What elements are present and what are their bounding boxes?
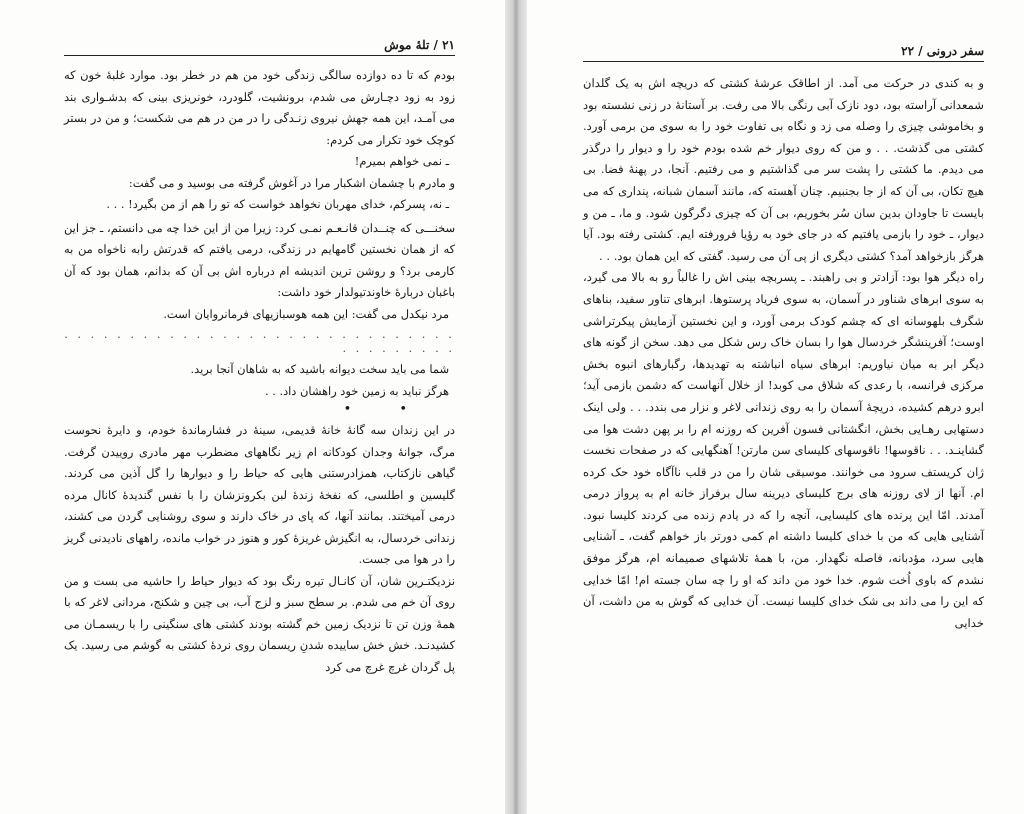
left-quote-line-3: هرگز نباید به زمین خود راهشان داد. . . — [264, 383, 449, 398]
right-paragraph-1: و به کندی در حرکت می آمد. از اطاقک عرشهٔ کشتی که دریچه اش به یک گلدان شمعدانی آراسته بود، دود نازک آبی رنگی بالا می رفت. بر آستانهٔ در زنی نشسته بود و بخاموشی چیزی را وصله می زد و نگاه بی تفاوت خود را به سوی من برمی آورد. کشتی می گذشت. . . و من که روی دیوار خم شده بودم خود را و دیوار را درگذر می دیدم. ما کشتی را پشت سر می گذاشتیم و می رفتیم. آنجا، در پهنهٔ فضا. بی هیچ تکان، بی آن که از جا بجنبیم. چنان آهسته که، مانند آسمان شبانه، پنداری که می بایست تا جاودان بدین سان سُر بخوریم، بی آن که چیزی دگرگون شود. و ما، ـ من و دیوار، ـ خود را بازمی یافتیم که در جای خود به رؤیا فرورفته ایم. کشتی رفته بود. آیا هرگز بازخواهد آمد؟ کشتی دیگری از پی آن می رسید. گفتی که این همان بود. . . — [583, 76, 984, 263]
divider-dot-left: • — [399, 402, 455, 417]
right-page-header: سفر درونی / ۲۲ — [583, 44, 984, 62]
left-paragraph-2: و مادرم با چشمان اشکبار مرا در آغوش گرفته می بوسید و می گفت: — [128, 175, 455, 190]
left-paragraph-5: نزدیکتـرین شان، آن کانـال تیره رنگ بود که دیوار حیاط را حاشیه می بست و من روی آن خم می شدم. بر سطح سبز و لزج آب، بی چین و شکنج، مردانی لاغر که با همهٔ وزن تن تا نزدیک زمین خم گشته بودند کشتی های سنگینی را با ریسمـان می کشیدنـد. خش خش ساییده شدنِ ریسمان روی نردهٔ کشتی به گوشم می رسید. یک پل گردان غرچ غرچ می کرد — [64, 573, 455, 674]
left-paragraph-4: در این زندان سه گانهٔ خانهٔ قدیمی، سینهٔ در فشارماندهٔ خودم، و دایرهٔ نحوست مرگ، جوانهٔ وجدان کودکانه ام زیر نگاههای مضطرب مهر مادری روییدن گرفت. گیاهی نازکتاب، همزادرستنی هایی که حیاط را و دیوارها را گل آذین می کردند. گلیسین و اطلسی، که نفخهٔ زندهٔ لبن بکرونزشان را با نفس گندیدهٔ کانال مرده درمی آمیختند. بمانند آنها، که پای در خاک دارند و سوی روشنایی گردن می کشند، زندانی خردسال، به انگیزش غریزهٔ کور و هنوز در خواب مانده، راههای نادیدنی گریز را در هوا می جست. — [64, 423, 455, 566]
section-divider — [64, 402, 455, 418]
left-quote-line-1: مرد نیکدل می گفت: این همه هوسبازیهای فرمانروایان است. — [163, 306, 449, 321]
left-paragraph-3: سخنـــی که چنــدان قانـعـم نمـی کرد: زیرا من از این خدا چه می دانستم، ـ جز این که از همان نخستین گامهایم در زندگی، درمی یافتم که قدرتش رابه ناخواه من به کارمی برد؟ و روشن ترین اندیشه ام درباره اش بی آن که بدانم، همان بود که آن باغبان دربارهٔ خاوندتیولدار خود داشت: — [64, 220, 455, 299]
left-paragraph-1: بودم که تا ده دوازده سالگی زندگی خود من هم در خطر بود. موارد غلبهٔ خون که زود به زود دچـارش می شدم، برونشیت، گلودرد، خونریزی بینی که بدشـواری بند می آمـد، این همه جهش نیروی زنـدگی را در من در هم می شکست؛ و من در بستر کوچک خود تکرار می کردم: — [64, 68, 455, 147]
left-dialog-line-1: ـ نمی خواهم بمیرم! — [354, 154, 449, 168]
left-page-header: ۲۱ / تلهٔ موش — [64, 38, 455, 56]
right-paragraph-2: راه دیگر هوا بود: آزادتر و بی راهبند. ـ پسربچه بینی اش را غالباً رو به بالا می گیرد، به سوی ابرهای شناور در آسمان، به سوی فریاد پرستوها. ابرهای تناور سفید، بناهای شگرف بلهوسانه ای که چشم کودک برمی آورد، و این نخستین آزمایش پیکرتراشی اوست؛ آفرینشگر خردسال هوا را بسان خاک رس شکل می دهد. سخن از گونه های دیگر ابر به میان نیاوریم: ابرهای سیاه انباشته به تهدیدها، رگبارهای انبوه بخش مرکزی فرانسه، با رعدی که شلاق می کوبد! از خلال آنهاست که دشمن بازمی آید؛ ابرو درهم کشیده، دریچهٔ آسمان را به روی زندانی لاغر و نزار می بندد. . . ولی اینک دستهایی رهـایی بخش، انگشتانی فسون آفرین که روزنه ام را بر پهن دشت هوا می گشاینـد. . . ناقوسها! ناقوسهای کلیسای سن مارتن! آهنگهایی که در صفحات نخست ژان کریستف سرود می خوانند. موسیقی شان را من در قلب ناآگاه خود حک کرده ام. آنها از لای روزنه های برج کلیسای دیرینه سال برفراز خانه ام به پرواز درمی آمدند. امّا این پرنده های کلیسایی، آنچه را که در یادم زنده می کردند کلیسا نبود. آشنایی هایی که من با خدای کلیسا داشته ام کمی دورتر باز خواهم گفت، ـ آشنایی هایی سرد، مؤدبانه، فاصله نگهدار. من، با همهٔ تلاشهای صمیمانه ام، هرگز موفق نشدم که باوی اُخت شوم. خدا خود من داند که او را چه سان جسته ام! امّا خدایی که این را می داند بی شک خدای کلیسا نیست. آن خدایی که گوش به من داشت، آن خدایی — [583, 270, 984, 630]
left-dialog-line-2: ـ نه، پسرکم، خدای مهربان نخواهد خواست که تو را هم از من بگیرد! . . . — [106, 197, 449, 211]
right-page-body — [583, 73, 984, 634]
right-page — [527, 0, 1024, 814]
divider-dot-right: • — [343, 402, 400, 417]
left-page — [0, 0, 505, 814]
dotted-separator: . . . . . . . . . . . . . . . . . . . . . . . . . . . . . . . . . . . . . . . — [64, 327, 455, 355]
left-page-body — [64, 65, 455, 678]
book-gutter — [505, 0, 527, 814]
left-quote-line-2: شما می باید سخت دیوانه باشید که به شاهان آنجا برید. — [190, 362, 449, 376]
